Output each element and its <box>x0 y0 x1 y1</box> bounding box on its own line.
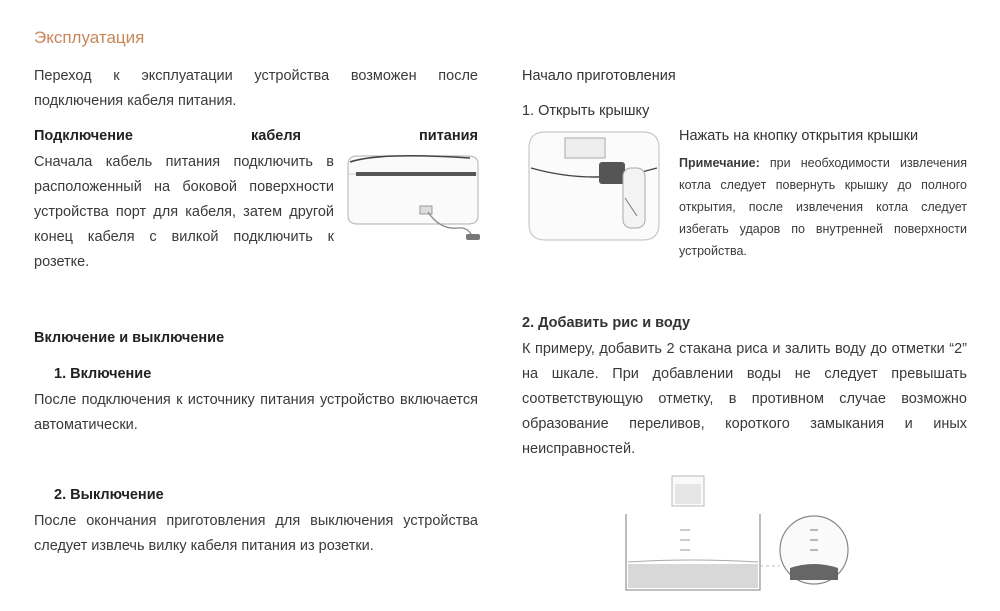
note-text: при необходимости извлечения котла следует повернуть крышку до полного открытия, после извлечения котла следует избегать ударов по внутренней поверхности устройства. <box>679 156 967 258</box>
off-paragraph: После окончания приготовления для выключения устройства следует извлечь вилку кабеля питания из розетки. <box>34 513 478 554</box>
on-paragraph: После подключения к источнику питания устройство включается автоматически. <box>34 392 478 433</box>
page-title: Эксплуатация <box>34 28 145 47</box>
cable-heading: Подключение кабеля питания <box>34 128 478 144</box>
rice-water-illustration <box>620 470 860 600</box>
step2-paragraph: К примеру, добавить 2 стакана риса и залить воду до отметки “2” на шкале. При добавлении воды не следует превышать соответствующую отметку, в противном случае возможно образование переливов, короткого замыкания и иных неисправностей. <box>522 341 967 457</box>
step2-heading: 2. Добавить рис и воду <box>522 315 691 331</box>
note-paragraph <box>679 152 967 262</box>
intro-paragraph: Переход к эксплуатации устройства возможен после подключения кабеля питания. <box>34 68 478 109</box>
note-label: Примечание: <box>679 156 760 170</box>
off-heading: 2. Выключение <box>54 487 164 503</box>
on-heading: 1. Включение <box>54 366 152 382</box>
step1-text: Нажать на кнопку открытия крышки <box>679 128 919 144</box>
start-heading: Начало приготовления <box>522 68 676 84</box>
power-heading: Включение и выключение <box>34 330 225 346</box>
step1-heading: 1. Открыть крышку <box>522 103 650 119</box>
cooker-open-illustration <box>525 128 665 248</box>
cable-paragraph: Сначала кабель питания подключить в расположенный на боковой поверхности устройства порт для кабеля, затем другой конец кабеля с вилкой подключить к розетке. <box>34 154 334 270</box>
cooker-side-illustration <box>340 150 490 250</box>
